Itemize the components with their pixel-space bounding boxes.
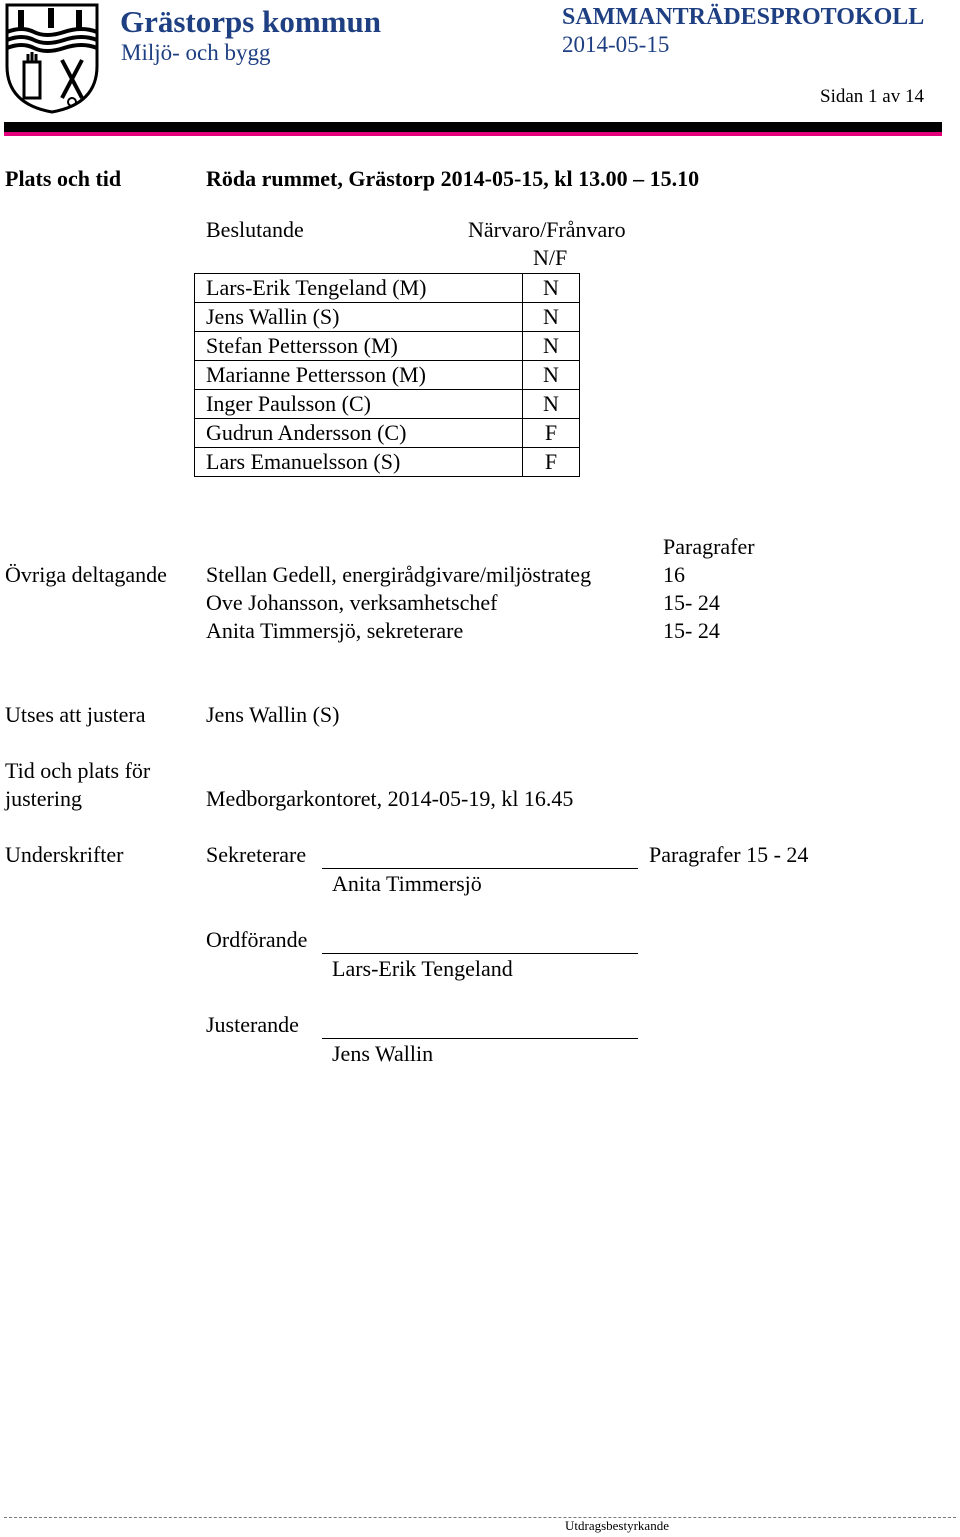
document-date: 2014-05-15: [562, 32, 670, 57]
table-row: [195, 332, 580, 361]
footer-divider: [4, 1517, 956, 1518]
member-name: Marianne Pettersson (M): [195, 361, 523, 390]
place-time-value: Röda rummet, Grästorp 2014-05-15, kl 13.00 – 15.10: [206, 166, 700, 191]
secretary-signature-line: [322, 868, 638, 869]
participant-paragraphs: 15- 24: [663, 618, 720, 643]
table-row: [195, 390, 580, 419]
chair-name: Lars-Erik Tengeland: [332, 956, 513, 981]
adjuster-signature-line: [322, 1038, 638, 1039]
participant-paragraphs: 15- 24: [663, 590, 720, 615]
participant-name: Stellan Gedell, energirådgivare/miljöstrateg: [206, 562, 592, 587]
municipality-coat-of-arms-logo: [4, 2, 100, 114]
header-band-black: [4, 122, 942, 132]
table-row: [195, 274, 580, 303]
member-status: F: [523, 448, 580, 477]
member-status: F: [523, 419, 580, 448]
adjuster-role: Justerande: [206, 1012, 299, 1037]
member-status: N: [523, 303, 580, 332]
member-status: N: [523, 332, 580, 361]
org-name: Grästorps kommun: [120, 4, 381, 39]
attendance-status-subheader: N/F: [533, 245, 568, 270]
paragraphs-header: Paragrafer: [663, 534, 755, 559]
attendance-table: [194, 273, 580, 477]
member-status: N: [523, 274, 580, 303]
member-name: Inger Paulsson (C): [195, 390, 523, 419]
decision-makers-header: Beslutande: [206, 217, 304, 242]
member-name: Stefan Pettersson (M): [195, 332, 523, 361]
footer-certification: Utdragsbestyrkande: [565, 1518, 669, 1533]
table-row: [195, 303, 580, 332]
secretary-paragraphs: Paragrafer 15 - 24: [649, 842, 809, 867]
signatures-label: Underskrifter: [5, 842, 124, 867]
participant-name: Anita Timmersjö, sekreterare: [206, 618, 464, 643]
chair-role: Ordförande: [206, 927, 308, 952]
adjust-time-label-line2: justering: [5, 786, 82, 811]
adjust-time-label-line1: Tid och plats för: [5, 758, 151, 783]
secretary-name: Anita Timmersjö: [332, 871, 482, 896]
document-title: SAMMANTRÄDESPROTOKOLL: [562, 4, 925, 30]
other-participants-label: Övriga deltagande: [5, 562, 167, 587]
adjust-time-value: Medborgarkontoret, 2014-05-19, kl 16.45: [206, 786, 574, 811]
member-name: Lars-Erik Tengeland (M): [195, 274, 523, 303]
adjuster-value: Jens Wallin (S): [206, 702, 340, 727]
table-row: [195, 419, 580, 448]
table-row: [195, 448, 580, 477]
department-name: Miljö- och bygg: [121, 40, 271, 65]
participant-paragraphs: 16: [663, 562, 685, 587]
table-row: [195, 361, 580, 390]
member-status: N: [523, 390, 580, 419]
member-status: N: [523, 361, 580, 390]
header-band-pink: [4, 132, 942, 136]
attendance-status-header: Närvaro/Frånvaro: [468, 217, 626, 242]
member-name: Gudrun Andersson (C): [195, 419, 523, 448]
member-name: Lars Emanuelsson (S): [195, 448, 523, 477]
chair-signature-line: [322, 953, 638, 954]
adjuster-name: Jens Wallin: [332, 1041, 434, 1066]
page-indicator: Sidan 1 av 14: [820, 86, 924, 107]
secretary-role: Sekreterare: [206, 842, 307, 867]
place-time-label: Plats och tid: [5, 166, 122, 191]
adjuster-label: Utses att justera: [5, 702, 146, 727]
member-name: Jens Wallin (S): [195, 303, 523, 332]
participant-name: Ove Johansson, verksamhetschef: [206, 590, 498, 615]
